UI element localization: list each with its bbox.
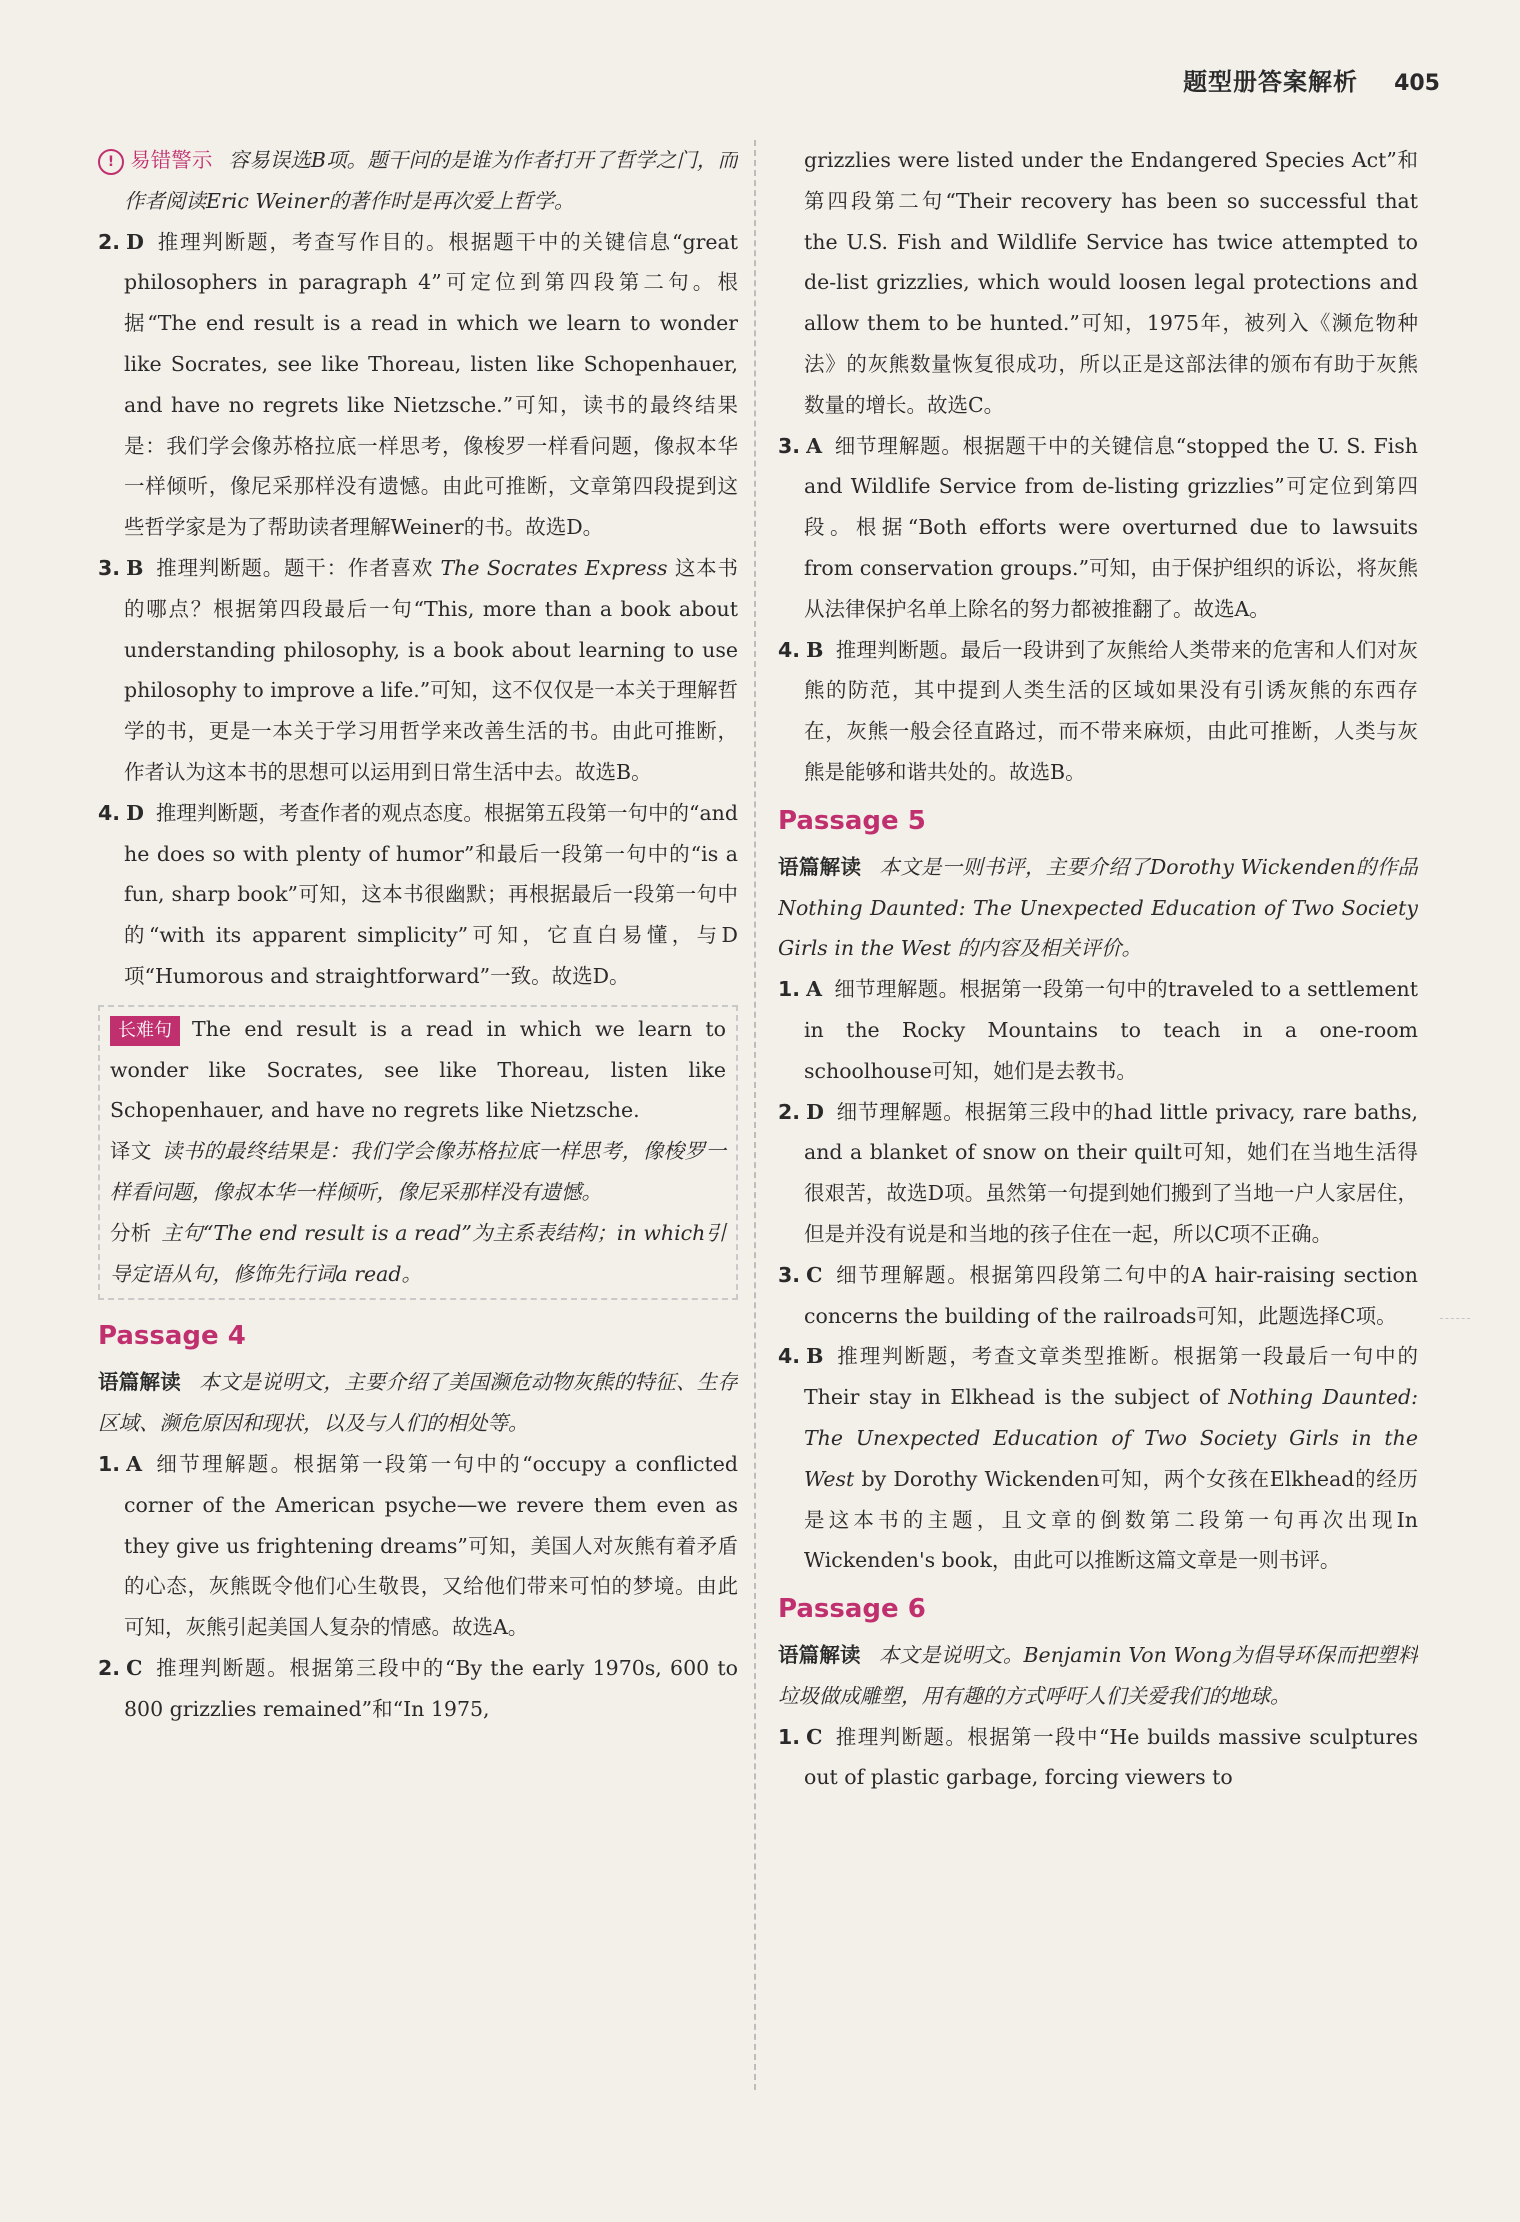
explanation-text: 推理判断题。题干：作者喜欢 — [155, 555, 434, 580]
item-number: 1. — [98, 1451, 121, 1476]
item-number: 4. — [778, 1344, 801, 1369]
answer-letter: C — [806, 1262, 823, 1287]
item-number: 4. — [98, 800, 121, 825]
explanation-text: 推理判断题。根据第一段中“He builds massive sculptures out of plastic garbage, forcing viewers to — [804, 1724, 1418, 1790]
error-warning — [98, 140, 738, 222]
long-sentence-tag: 长难句 — [110, 1016, 180, 1046]
passage-4-title: Passage 4 — [98, 1321, 246, 1352]
passage-6-title: Passage 6 — [778, 1594, 926, 1625]
intro-text: 本文是一则书评，主要介绍了Dorothy Wickenden的作品 — [879, 854, 1418, 879]
answer-item-3 — [98, 548, 738, 793]
p6-answer-item-1 — [778, 1717, 1418, 1799]
answer-letter: C — [806, 1724, 823, 1749]
analysis-text: 主句“The end result is a read”为主系表结构；in which引导定语从句，修饰先行词a read。 — [110, 1220, 727, 1286]
answer-letter: B — [806, 637, 824, 662]
item-number: 1. — [778, 1724, 801, 1749]
analysis-label: 分析 — [110, 1220, 152, 1245]
left-column — [98, 140, 738, 2200]
right-column — [778, 140, 1418, 2200]
running-title: 题型册答案解析 — [1183, 68, 1359, 96]
p4-answer-item-4 — [778, 630, 1418, 793]
warning-text: 容易误选B项。题干问的是谁为作者打开了哲学之门，而作者阅读Eric Weiner的著作时是再次爱上哲学。 — [124, 148, 738, 213]
answer-letter: A — [126, 1451, 142, 1476]
answer-letter: B — [126, 555, 144, 580]
book-title: Nothing Daunted: The Unexpected Education of Two Society Girls in the West — [804, 1385, 1418, 1491]
item-number: 1. — [778, 977, 801, 1002]
long-sentence-box — [98, 1005, 738, 1301]
translation-label: 译文 — [110, 1139, 152, 1164]
margin-mark — [1440, 1318, 1470, 1319]
p5-answer-item-4 — [778, 1336, 1418, 1581]
book-title: Nothing Daunted: The Unexpected Education of Two Society Girls in the West — [778, 895, 1418, 961]
explanation-text: 细节理解题。根据第一段第一句中的traveled to a settlement in the Rocky Mountains to teach in a one-room schoolhouse可知，她们是去教书。 — [804, 977, 1418, 1083]
long-sentence — [110, 1009, 726, 1131]
answer-letter: A — [806, 977, 822, 1002]
warning-label: 易错警示 — [130, 148, 213, 172]
discourse-label: 语篇解读 — [778, 1643, 861, 1668]
answer-letter: B — [806, 1344, 824, 1369]
explanation-text: 推理判断题，考查写作目的。根据题干中的关键信息“great philosophers in paragraph 4”可定位到第四段第二句。根据“The end result is a read in which we learn to wonder like Socrates, see like Thoreau, listen like Schopenhauer, and have no regrets like Nietzsche.”可知，读书的最终结果是：我们学会像苏格拉底一样思考，像梭罗一样看问题，像叔本华一样倾听，像尼采那样没有遗憾。由此可推断，文章第四段提到这些哲学家是为了帮助读者理解Weiner的书。故选D。 — [124, 229, 738, 540]
item-number: 4. — [778, 637, 801, 662]
explanation-text: by Dorothy Wickenden可知，两个女孩在Elkhead的经历是这本书的主题，且文章的倒数第二段第一句再次出现In Wickenden's book，由此可以推断这篇文章是一则书评。 — [804, 1466, 1418, 1573]
intro-text: 本文是说明文，主要介绍了美国濒危动物灰熊的特征、生存区域、濒危原因和现状，以及与人们的相处等。 — [98, 1370, 738, 1436]
item-number: 3. — [778, 1262, 801, 1287]
translation-text: 读书的最终结果是：我们学会像苏格拉底一样思考，像梭罗一样看问题，像叔本华一样倾听，像尼采那样没有遗憾。 — [110, 1139, 727, 1204]
p4-item-2-continued: grizzlies were listed under the Endangered Species Act”和第四段第二句“Their recovery has been so successful that the U.S. Fish and Wildlife Service has twice attempted to de-list grizzlies, which would loosen legal protections and allow them to be hunted.”可知，1975年，被列入《濒危物种法》的灰熊数量恢复很成功，所以正是这部法律的颁布有助于灰熊数量的增长。故选C。 — [804, 148, 1418, 417]
answer-letter: A — [806, 433, 822, 458]
answer-letter: D — [806, 1099, 824, 1124]
explanation-text: 推理判断题，考查文章类型推断。根据第一段最后一句中的Their stay in Elkhead is the subject of — [804, 1344, 1418, 1410]
analysis — [110, 1213, 726, 1295]
passage-4-intro — [98, 1362, 738, 1444]
item-number: 3. — [778, 433, 801, 458]
p5-answer-item-1 — [778, 969, 1418, 1091]
intro-text: 的内容及相关评价。 — [957, 936, 1143, 961]
explanation-text: 细节理解题。根据第四段第二句中的A hair-raising section concerns the building of the railroads可知，此题选择C项。 — [804, 1262, 1418, 1328]
warning-icon: ! — [98, 149, 124, 175]
column-divider — [754, 140, 756, 2090]
p5-answer-item-2 — [778, 1092, 1418, 1255]
explanation-text: 细节理解题。根据第三段中的had little privacy, rare baths, and a blanket of snow on their quilt可知，她们在当地生活得很艰苦，故选D项。虽然第一句提到她们搬到了当地一户人家居住，但是并没有说是和当地的孩子住在一起，所以C项不正确。 — [804, 1099, 1418, 1246]
explanation-text: 推理判断题，考查作者的观点态度。根据第五段第一句中的“and he does so with plenty of humor”和最后一段第一句中的“is a fun, sharp book”可知，这本书很幽默；再根据最后一段第一句中的“with its apparent simplicity”可知，它直白易懂，与D项“Humorous and straightforward”一致。故选D。 — [124, 800, 738, 988]
answer-letter: D — [126, 800, 144, 825]
answer-item-4 — [98, 793, 738, 997]
item-number: 3. — [98, 555, 121, 580]
answer-item-2 — [98, 222, 738, 548]
page-header — [1000, 62, 1440, 102]
answer-letter: D — [126, 229, 144, 254]
explanation-text: 细节理解题。根据题干中的关键信息“stopped the U. S. Fish and Wildlife Service from de-listing grizzlies”可定位到第四段。根据“Both efforts were overturned due to lawsuits from conservation groups.”可知，由于保护组织的诉讼，将灰熊从法律保护名单上除名的努力都被推翻了。故选A。 — [804, 433, 1418, 621]
p5-answer-item-3 — [778, 1255, 1418, 1337]
item-number: 2. — [98, 1655, 121, 1680]
discourse-label: 语篇解读 — [778, 854, 862, 879]
book-title: The Socrates Express — [440, 555, 668, 580]
p4-answer-item-1 — [98, 1444, 738, 1648]
passage-5-intro — [778, 847, 1418, 969]
p4-answer-item-3 — [778, 426, 1418, 630]
translation — [110, 1131, 726, 1213]
answer-letter: C — [126, 1655, 143, 1680]
p4-answer-item-2 — [98, 1648, 738, 1730]
long-sentence-text: The end result is a read in which we learn to wonder like Socrates, see like Thoreau, listen like Schopenhauer, and have no regrets like Nietzsche. — [110, 1016, 726, 1123]
item-number: 2. — [778, 1099, 801, 1124]
page-number: 405 — [1394, 71, 1440, 96]
discourse-label: 语篇解读 — [98, 1370, 181, 1395]
explanation-text: 细节理解题。根据第一段第一句中的“occupy a conflicted corner of the American psyche—we revere them even as they give us frightening dreams”可知，美国人对灰熊有着矛盾的心态，灰熊既令他们心生敬畏，又给他们带来可怕的梦境。由此可知，灰熊引起美国人复杂的情感。故选A。 — [124, 1451, 738, 1640]
passage-6-intro — [778, 1635, 1418, 1717]
explanation-text: 推理判断题。根据第三段中的“By the early 1970s, 600 to 800 grizzlies remained”和“In 1975, — [124, 1655, 738, 1721]
explanation-text: 这本书的哪点？根据第四段最后一句“This, more than a book about understanding philosophy, is a book about learning to use philosophy to improve a life.”可知，这不仅仅是一本关于理解哲学的书，更是一本关于学习用哲学来改善生活的书。由此可推断，作者认为这本书的思想可以运用到日常生活中去。故选B。 — [124, 555, 738, 784]
intro-text: 本文是说明文。Benjamin Von Wong为倡导环保而把塑料垃圾做成雕塑，用有趣的方式呼吁人们关爱我们的地球。 — [778, 1643, 1418, 1708]
explanation-text: 推理判断题。最后一段讲到了灰熊给人类带来的危害和人们对灰熊的防范，其中提到人类生活的区域如果没有引诱灰熊的东西存在，灰熊一般会径直路过，而不带来麻烦，由此可推断，人类与灰熊是能够和谐共处的。故选B。 — [804, 637, 1418, 784]
passage-5-title: Passage 5 — [778, 805, 926, 836]
item-number: 2. — [98, 229, 121, 254]
